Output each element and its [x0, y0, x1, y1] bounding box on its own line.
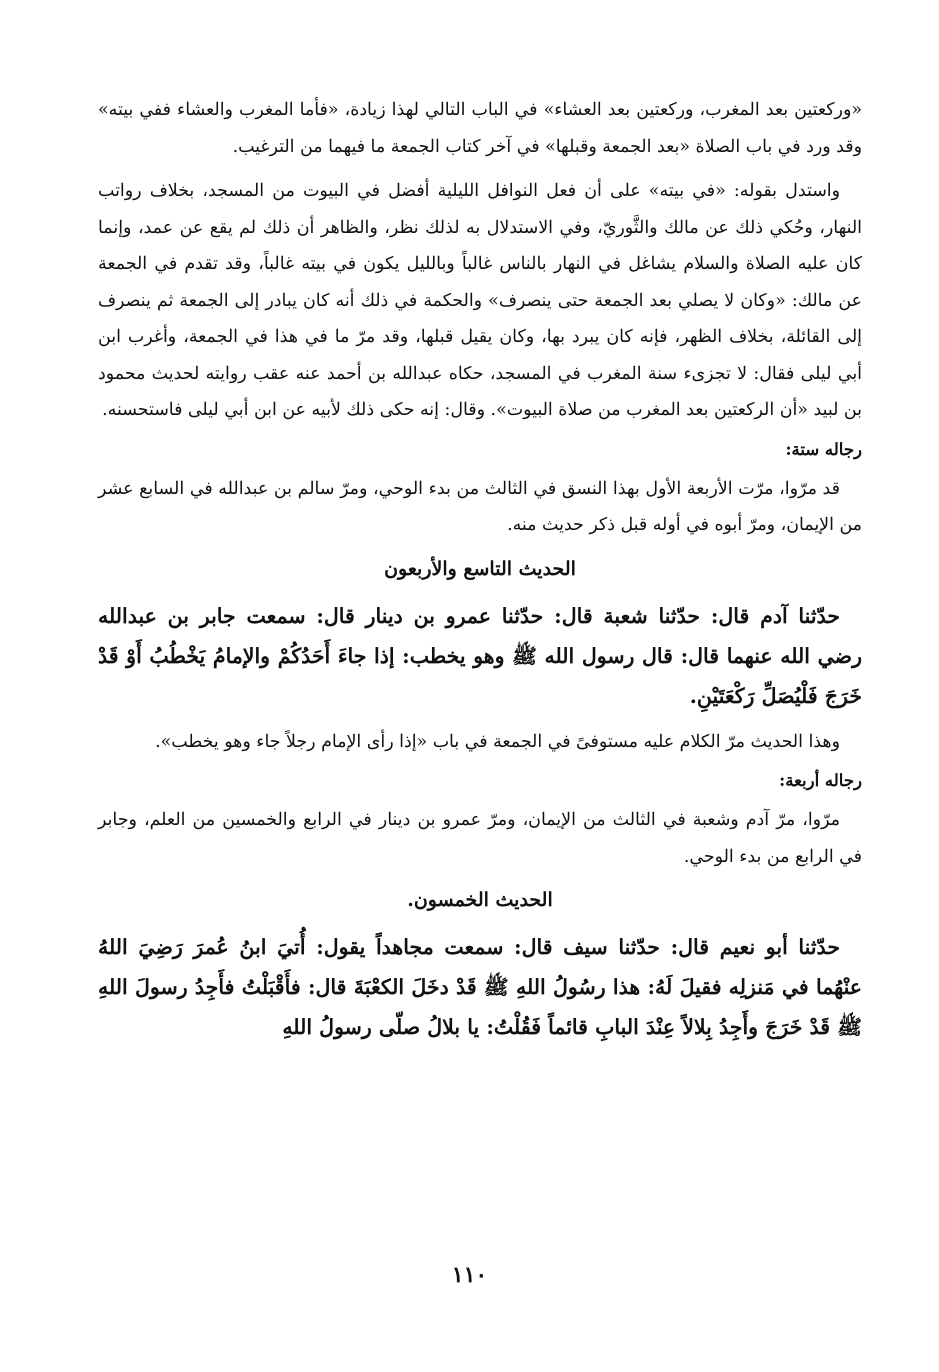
section-heading-hadith-49: الحديث التاسع والأربعون — [384, 557, 576, 580]
hadith-text-50: حدّثنا أبو نعيم قال: حدّثنا سيف قال: سمعت مجاهداً يقول: أُتيَ ابنُ عُمرَ رَضِيَ اللهُ عنْهُما في مَنزلِه فقيلَ لَهُ: هذا رسُولُ اللهِ ﷺ قَدْ دخَلَ الكعْبَةَ قال: فأَقْبَلْتُ فأَجِدُ رسولَ اللهِ ﷺ قَدْ خَرَجَ وأَجِدُ بِلالاً عِنْدَ البابِ قائماً فَقُلْتُ: يا بلالُ صلّى رسولُ اللهِ — [98, 935, 862, 1039]
page-number: ١١٠ — [451, 1262, 488, 1288]
paragraph-commentary: واستدل بقوله: «في بيته» على أن فعل النوافل الليلية أفضل في البيوت من المسجد، بخلاف رواتب النهار، وحُكي ذلك عن مالك والثَّوريّ، وفي الاستدلال به لذلك نظر، والظاهر أن ذلك لم يقع عن عمد، وإنما كان عليه الصلاة والسلام يشاغل في النهار بالناس غالباً وبالليل يكون في بيته غالباً، وقد تقدم في الجمعة عن مالك: «وكان لا يصلي بعد الجمعة حتى ينصرف» والحكمة في ذلك أنه كان يبادر إلى الجمعة ثم ينصرف إلى القائلة، بخلاف الظهر، فإنه كان يبرد بها، وكان يقيل قبلها، وقد مرّ ما في هذا في الجمعة، وأغرب ابن أبي ليلى فقال: لا تجزىء سنة المغرب في المسجد، حكاه عبدالله بن أحمد عنه عقب روايته لحديث محمود بن لبيد «أن الركعتين بعد المغرب من صلاة البيوت». وقال: إنه حكى ذلك لأبيه عن ابن أبي ليلى فاستحسنه. — [98, 181, 862, 420]
narrators-label-four: رجاله أربعة: — [779, 771, 862, 790]
section-heading-hadith-50: الحديث الخمسون. — [407, 889, 553, 911]
hadith-text-49: حدّثنا آدم قال: حدّثنا شعبة قال: حدّثنا عمرو بن دينار قال: سمعت جابر بن عبدالله رضي الله عنهما قال: قال رسول الله ﷺ وهو يخطب: إذا جاءَ أَحَدُكُمْ والإمامُ يَخْطُبُ أَوْ قَدْ خَرَجَ فَلْيُصَلِّ رَكْعَتَيْنِ. — [98, 603, 862, 708]
narrators-label-six: رجاله ستة: — [785, 439, 862, 459]
paragraph-narrators-six: قد مرّوا، مرّت الأربعة الأول بهذا النسق في الثالث من بدء الوحي، ومرّ سالم بن عبدالله في السابع عشر من الإيمان، ومرّ أبوه في أوله قبل ذكر حديث منه. — [98, 478, 862, 535]
paragraph-intro: «وركعتين بعد المغرب، وركعتين بعد العشاء» في الباب التالي لهذا زيادة، «فأما المغرب والعشاء ففي بيته» وقد ورد في باب الصلاة «بعد الجمعة وقبلها» في آخر كتاب الجمعة ما فيهما من الترغيب. — [98, 100, 862, 157]
paragraph-hadith-49-note: وهذا الحديث مرّ الكلام عليه مستوفىً في الجمعة في باب «إذا رأى الإمام رجلاً جاء وهو يخطب». — [155, 731, 840, 752]
paragraph-narrators-four: مرّوا، مرّ آدم وشعبة في الثالث من الإيمان، ومرّ عمرو بن دينار في الرابع والخمسين من العلم، وجابر في الرابع من بدء الوحي. — [98, 810, 862, 867]
page-body — [98, 92, 862, 1055]
